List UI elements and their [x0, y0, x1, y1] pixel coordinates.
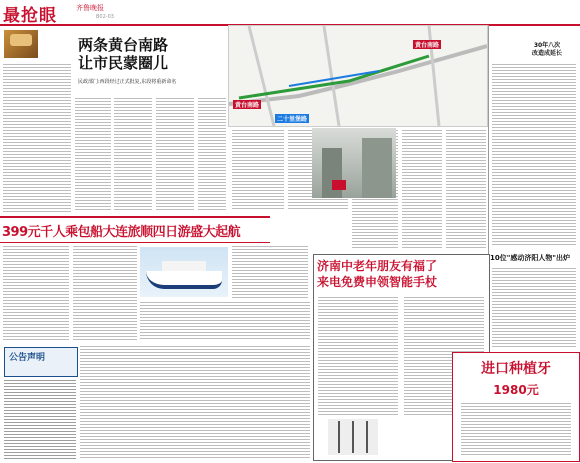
- text-column: [114, 96, 152, 212]
- ad-text: [461, 401, 571, 455]
- elder-ad-headline: [317, 258, 487, 290]
- map-label: 黄台南路: [415, 42, 440, 49]
- sub-headline: 民政部门:西段经过正式批复,东段将重新命名: [78, 79, 177, 85]
- cane-photo: [328, 419, 378, 455]
- section-title: 最抢眼: [3, 6, 57, 26]
- page-code: B02-03: [96, 14, 114, 20]
- column-divider: [488, 25, 489, 255]
- cartoon-thumbnail: [4, 30, 38, 58]
- text-column: [402, 128, 442, 248]
- notice-title: 公告声明: [9, 353, 46, 363]
- map-label: 二十里堡路: [277, 116, 308, 123]
- text-column: [492, 266, 576, 348]
- title-line: 改造成延长: [531, 50, 562, 57]
- main-headline: [78, 36, 223, 72]
- ad-text: [80, 344, 310, 460]
- cruise-ad-banner: [0, 216, 270, 243]
- paper-name: 齐鲁晚报: [76, 4, 104, 12]
- ad-text: [318, 295, 398, 415]
- headline-line: 济南中老年朋友有福了: [317, 259, 438, 273]
- notice-text: [4, 378, 76, 460]
- right-column-title: [518, 42, 576, 58]
- implant-ad-title: 进口种植牙: [481, 361, 551, 377]
- text-column: [492, 62, 576, 247]
- text-column: [446, 128, 486, 248]
- dental-implant-ad: [452, 352, 580, 462]
- text-column: [198, 96, 226, 212]
- headline-line: 来电免费申领智能手杖: [317, 275, 438, 289]
- road-map: [228, 25, 488, 127]
- ad-text: [140, 300, 310, 340]
- ad-text: [232, 244, 308, 298]
- street-photo: [312, 128, 396, 198]
- headline-line: 两条黄台南路: [78, 36, 169, 54]
- text-column: [75, 96, 111, 212]
- cruise-ship-photo: [140, 247, 228, 297]
- ad-text: [3, 244, 69, 340]
- cruise-ad-headline: 399元千人乘包船大连旅顺四日游盛大起航: [2, 225, 241, 240]
- notice-box: [4, 347, 78, 377]
- text-column: [3, 62, 71, 212]
- map-label: 黄台南路: [235, 102, 260, 109]
- text-column: [232, 128, 284, 210]
- masthead: [0, 0, 580, 26]
- implant-ad-price: 1980元: [493, 383, 539, 397]
- ad-text: [73, 244, 137, 340]
- headline-line: 让市民蒙圈儿: [78, 54, 169, 72]
- title-line: 30年八次: [533, 42, 561, 49]
- side-story-headline: 10位"感动济阳人物"出炉: [490, 254, 571, 262]
- map-graphic: [229, 26, 487, 126]
- text-column: [156, 96, 194, 212]
